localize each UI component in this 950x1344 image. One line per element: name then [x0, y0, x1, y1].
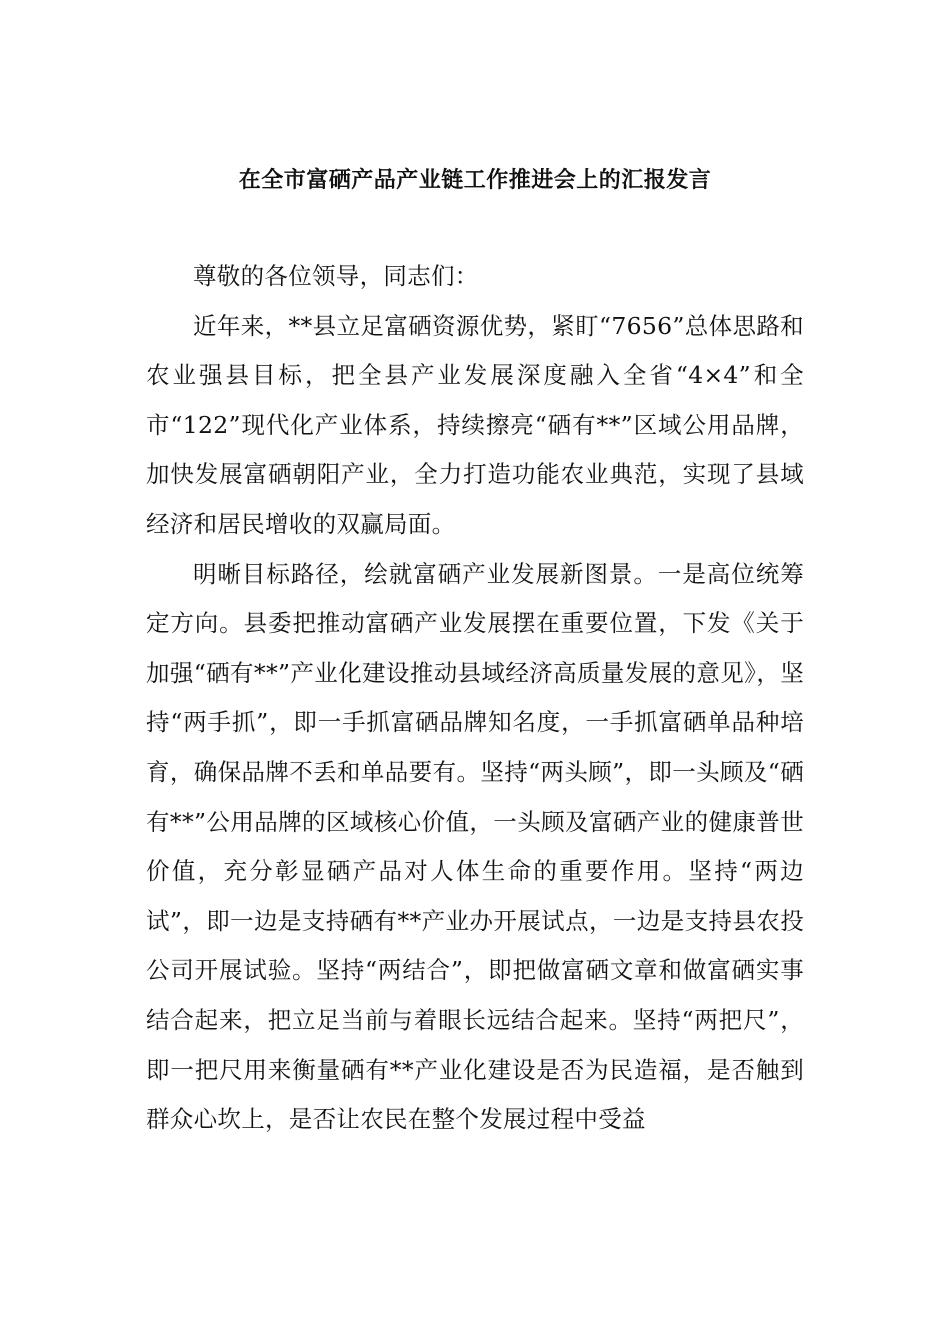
salutation-paragraph: 尊敬的各位领导，同志们： — [193, 262, 479, 290]
body-paragraph: 近年来，**县立足富硒资源优势，紧盯“7656”总体思路和农业强县目标，把全县产业发展深度融入全省“4×4”和全市“122”现代化产业体系，持续擦亮“硒有**”区域公用品牌，加快发展富硒朝阳产业，全力打造功能农业典范，实现了县域经济和居民增收的双赢局面。 — [146, 311, 804, 538]
body-paragraph: 明晰目标路径，绘就富硒产业发展新图景。一是高位统筹定方向。县委把推动富硒产业发展摆在重要位置，下发《关于加强“硒有**”产业化建设推动县域经济高质量发展的意见》，坚持“两手抓”，即一手抓富硒品牌知名度，一手抓富硒单品种培育，确保品牌不丢和单品要有。坚持“两头顾”，即一头顾及“硒有**”公用品牌的区域核心价值，一头顾及富硒产业的健康普世价值，充分彰显硒产品对人体生命的重要作用。坚持“两边试”，即一边是支持硒有**产业办开展试点，一边是支持县农投公司开展试验。坚持“两结合”，即把做富硒文章和做富硒实事结合起来，把立足当前与着眼长远结合起来。坚持“两把尺”，即一把尺用来衡量硒有**产业化建设是否为民造福，是否触到群众心坎上，是否让农民在整个发展过程中受益 — [146, 559, 804, 1134]
document-body — [146, 252, 804, 1145]
document-title: 在全市富硒产品产业链工作推进会上的汇报发言 — [238, 167, 712, 193]
